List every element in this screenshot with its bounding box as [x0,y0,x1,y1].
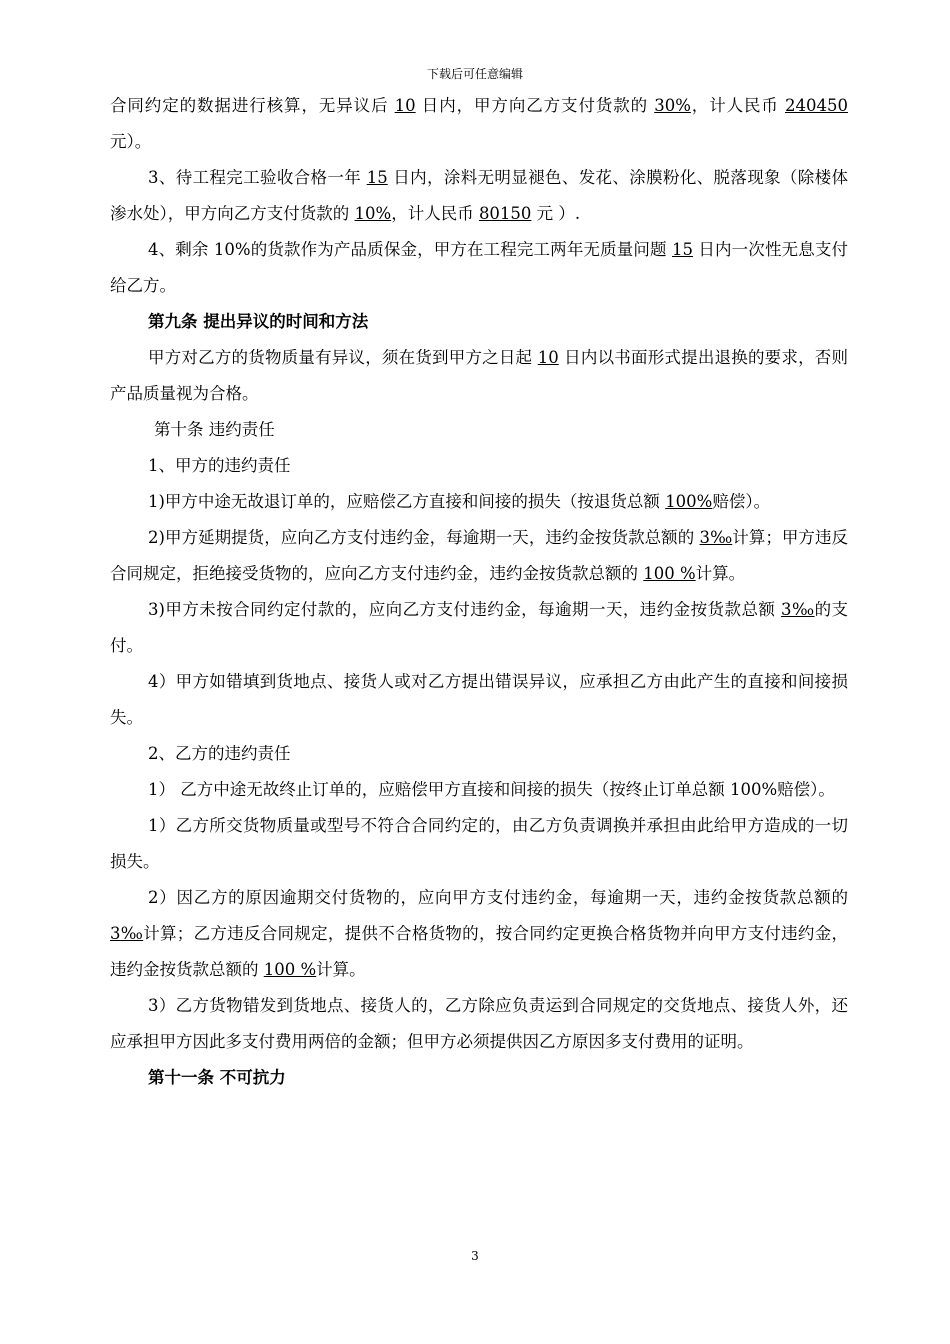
text-run: 合同约定的数据进行核算，无异议后 [110,96,395,115]
page-header: 下载后可任意编辑 [426,67,523,81]
paragraph [110,664,848,736]
filled-blank: 30% [654,96,691,115]
text-run: 2）因乙方的原因逾期交付货物的，应向甲方支付违约金，每逾期一天，违约金按货款总额的 [148,888,848,907]
text-run: ，计人民币 [690,96,785,115]
filled-blank: 3‰ [110,924,144,943]
text-run: 的支付。 [110,600,849,655]
paragraph [110,232,848,304]
text-run: 1、甲方的违约责任 [148,456,291,475]
paragraph [110,340,848,412]
filled-blank: 10 [537,348,559,367]
page-number: 3 [471,1249,479,1263]
filled-blank: 80150 [478,204,532,223]
text-run: 3）乙方货物错发到货地点、接货人的，乙方除应负责运到合同规定的交货地点、接货人外，还应承担甲方因此多支付费用两倍的金额；但甲方必须提供因乙方原因多支付费用的证明。 [110,996,848,1051]
text-run: 2、乙方的违约责任 [148,744,291,763]
paragraph [110,736,848,772]
text-run: 第十一条 不可抗力 [148,1068,286,1087]
paragraph [110,592,848,664]
text-run: 日内以书面形式提出退换的要求，否则产品质量视为合格。 [110,348,849,403]
text-run: 日内一次性无息支付给乙方。 [110,240,848,295]
text-run: 元 ）. [531,204,581,223]
text-run: 赔偿）。 [712,492,771,511]
text-run: 计算；乙方违反合同规定，提供不合格货物的，按合同约定更换合格货物并向甲方支付违约金，违约金按货款总额的 [110,924,849,979]
document-body [110,88,848,1096]
text-run: 2)甲方延期提货，应向乙方支付违约金，每逾期一天，违约金按货款总额的 [148,528,700,547]
text-run: ，计人民币 [391,204,479,223]
text-run: 元）。 [110,132,152,151]
paragraph [110,88,848,160]
section-heading [110,1060,848,1096]
text-run: 1）乙方所交货物质量或型号不符合合同约定的，由乙方负责调换并承担由此给甲方造成的一切损失。 [110,816,848,871]
text-run: 计算。 [695,564,746,583]
text-run: 1)甲方中途无故退订单的，应赔偿乙方直接和间接的损失（按退货总额 [148,492,666,511]
text-run: 计算。 [316,960,366,979]
filled-blank: 15 [672,240,694,259]
paragraph [110,772,848,808]
text-run: 1） 乙方中途无故终止订单的，应赔偿甲方直接和间接的损失（按终止订单总额 100%赔偿）。 [148,780,835,799]
text-run: 计算；甲方违反合同规定，拒绝接受货物的，应向乙方支付违约金，违约金按货款总额的 [110,528,849,583]
filled-blank: 15 [366,168,388,187]
paragraph [110,808,848,880]
text-run: 3)甲方未按合同约定付款的，应向乙方支付违约金，每逾期一天，违约金按货款总额 [148,600,782,619]
paragraph [110,988,848,1060]
filled-blank: 100% [665,492,713,511]
text-run: 4）甲方如错填到货地点、接货人或对乙方提出错误异议，应承担乙方由此产生的直接和间接损失。 [110,672,848,727]
text-run: 日内，涂料无明显褪色、发花、涂膜粉化、脱落现象（除楼体渗水处），甲方向乙方支付货款的 [110,168,848,223]
paragraph [110,160,848,232]
paragraph [110,520,848,592]
filled-blank: 240450 [785,96,848,115]
text-run: 日内，甲方向乙方支付货款的 [415,96,655,115]
text-run: 甲方对乙方的货物质量有异议，须在货到甲方之日起 [148,348,538,367]
section-heading [110,412,848,448]
filled-blank: 100 % [643,564,696,583]
filled-blank: 10 [394,96,416,115]
section-heading [110,304,848,340]
paragraph [110,880,848,988]
text-run: 第十条 违约责任 [154,420,275,439]
text-run: 第九条 提出异议的时间和方法 [148,312,369,331]
filled-blank: 100 % [263,960,317,979]
text-run: 4、剩余 10%的货款作为产品质保金，甲方在工程完工两年无质量问题 [148,240,673,259]
paragraph [110,448,848,484]
filled-blank: 3‰ [781,600,815,619]
filled-blank: 3‰ [699,528,733,547]
paragraph [110,484,848,520]
text-run: 3、待工程完工验收合格一年 [148,168,367,187]
filled-blank: 10% [354,204,392,223]
